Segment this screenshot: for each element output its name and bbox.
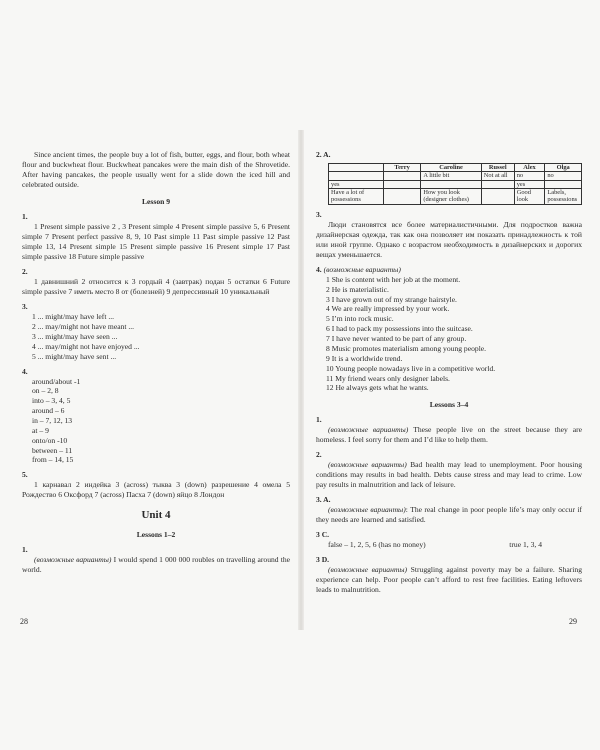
table-header-cell <box>329 164 384 172</box>
left-page <box>22 150 290 630</box>
right-page <box>316 150 582 630</box>
list-item: 11 My friend wears only designer labels. <box>326 373 450 383</box>
ex1-number: 1. <box>22 212 28 222</box>
list-item: 10 Young people nowadays live in a competitive world. <box>326 363 496 373</box>
table-cell: no <box>514 172 545 180</box>
ex4-list <box>22 377 290 466</box>
answers-table <box>328 163 582 205</box>
l2-number: 2. <box>316 450 322 460</box>
table-cell <box>383 172 420 180</box>
list-item: between – 11 <box>32 445 73 455</box>
variants-tag: (возможные варианты) <box>34 554 112 564</box>
table-header-row <box>329 164 582 172</box>
variants-tag: (возможные варианты) <box>323 264 401 274</box>
list-item: in – 7, 12, 13 <box>32 415 73 425</box>
variants-tag: (возможные варианты) <box>328 425 409 435</box>
table-cell: A little bit <box>421 172 481 180</box>
u1-text: I would spend 1 000 000 roubles on travelling around the world. <box>22 554 290 574</box>
list-item: 2 ... may/might not have meant ... <box>32 322 135 332</box>
lesson-9-heading: Lesson 9 <box>141 197 171 207</box>
ex3-text-right: Люди становятся все более материалистичными. Для подростков важна дизайнерская одежда, так как она позволяет им показать принадлежность к той или иной группе. Однако с возрастом необходимость в дизайнерских и дорогих вещах уменьшается. <box>316 219 582 259</box>
book-gutter <box>298 130 304 630</box>
table-cell <box>421 180 481 188</box>
lessons-1-2-heading: Lessons 1–2 <box>136 529 176 539</box>
ex2-text: 1 давнишний 2 относится к 3 гордый 4 (завтрак) подан 5 остатки 6 Future simple passive 7 иметь место 8 от (болезней) 9 депрессивный 10 уникальный <box>22 277 290 297</box>
u1-number: 1. <box>22 544 28 554</box>
ex5-text: 1 карнавал 2 индейка 3 (across) тыква 3 (down) разрешение 4 омела 5 Рождество 6 Оксфорд 7 (across) Пасха 7 (down) яйцо 8 Лондон <box>22 480 290 500</box>
variants-tag: (возможные варианты) <box>328 505 406 515</box>
table-cell <box>481 189 514 205</box>
table-cell <box>545 180 582 188</box>
table-cell: no <box>545 172 582 180</box>
table-header-cell: Caroline <box>421 164 481 172</box>
l3c-true: true 1, 3, 4 <box>509 540 542 550</box>
l3a-number: 3. A. <box>316 495 331 505</box>
ex2a-number: 2. A. <box>316 150 331 159</box>
list-item: 1 She is content with her job at the moment. <box>326 274 461 284</box>
l3a-text: : The real change in poor people life’s may only occur if they needs are learned and satisfied. <box>316 505 582 525</box>
l3c-false: false – 1, 2, 5, 6 (has no money) <box>328 540 426 550</box>
u1-answer <box>22 555 290 575</box>
table-row <box>329 172 582 180</box>
table-cell <box>383 189 420 205</box>
list-item: around – 6 <box>32 406 65 416</box>
l3d-text: Struggling against poverty may be a failure. Sharing experience can help. Poor people can’t afford to rest free facilities. Eating leftovers leads to malnutrition. <box>316 565 582 595</box>
table-header-cell: Olga <box>545 164 582 172</box>
table-cell: Good look <box>514 189 545 205</box>
l1-number: 1. <box>316 415 322 425</box>
table-row <box>329 180 582 188</box>
ex4-num-label: 4. <box>316 264 322 274</box>
list-item: into – 3, 4, 5 <box>32 396 71 406</box>
list-item: on – 2, 8 <box>32 386 59 396</box>
list-item: at – 9 <box>32 425 49 435</box>
table-cell: yes <box>514 180 545 188</box>
ex3-number: 3. <box>22 302 28 312</box>
table-cell <box>481 180 514 188</box>
variants-tag: (возможные варианты) <box>328 565 408 575</box>
l2-answer <box>316 460 582 490</box>
table-cell: Have a lot of possessions <box>329 189 384 205</box>
variants-tag: (возможные варианты) <box>328 460 407 470</box>
lessons-3-4-heading: Lessons 3–4 <box>429 400 469 410</box>
table-cell <box>383 180 420 188</box>
list-item: 5 ... might/may have sent ... <box>32 351 117 361</box>
ex5-number: 5. <box>22 470 28 480</box>
list-item: 4 We are really impressed by your work. <box>326 304 450 314</box>
list-item: 6 I had to pack my possessions into the suitcase. <box>326 324 473 334</box>
page-number-left: 28 <box>20 617 28 626</box>
l2-text: Bad health may lead to unemployment. Poor housing conditions may results in bad health. Debts cause stress and may lead to crime. Low pay results in malnutrition and lack of leisure. <box>316 460 583 490</box>
list-item: 2 He is materialistic. <box>326 284 389 294</box>
list-item: 8 Music promotes materialism among young people. <box>326 343 487 353</box>
list-item: from – 14, 15 <box>32 455 74 465</box>
ex4-number: 4. <box>22 366 28 376</box>
list-item: 1 ... might/may have left ... <box>32 312 115 322</box>
table-header-cell: Terry <box>383 164 420 172</box>
l3d-number: 3 D. <box>316 555 330 565</box>
unit-4-heading: Unit 4 <box>141 509 171 522</box>
table-cell: Labels, possessions <box>545 189 582 205</box>
list-item: 4 ... may/might not have enjoyed ... <box>32 341 140 351</box>
list-item: onto/on -10 <box>32 435 68 445</box>
l1-answer <box>316 425 582 445</box>
table-cell: How you look (designer clothes) <box>421 189 481 205</box>
list-item: 9 It is a worldwide trend. <box>326 353 403 363</box>
ex3-number-right: 3. <box>316 209 322 219</box>
l3c-answer <box>316 540 582 550</box>
table-row <box>329 189 582 205</box>
list-item: 3 I have grown out of my strange hairstyle. <box>326 294 457 304</box>
ex1-text: 1 Present simple passive 2 , 3 Present simple 4 Present simple passive 5, 6 Present simple 7 Present perfect passive 8, 9, 10 Past simple 11 Past simple passive 12 Past simple 13, 14 Present simple 15 Present simple passive 16 Present simple 17 Past simple passive 18 Future simple passive <box>22 222 290 262</box>
page-number-right: 29 <box>569 617 577 626</box>
table-header-cell: Alex <box>514 164 545 172</box>
list-item: 7 I have never wanted to be part of any group. <box>326 334 467 344</box>
intro-paragraph: Since ancient times, the people buy a lot of fish, butter, eggs, and flour, both wheat flour and buckwheat flour. Buckwheat pancakes were the main dish of the Shrovetide. After having pancakes, the people usually went for a slide down the iced hill and celebrated outside. <box>22 150 290 190</box>
ex3-list <box>22 312 290 361</box>
ex4-list-right <box>316 275 582 393</box>
l3c-number: 3 C. <box>316 530 330 540</box>
l1-text: These people live on the street because they are homeless. I feel sorry for them and I’d like to help them. <box>316 425 582 445</box>
table-cell: yes <box>329 180 384 188</box>
list-item: around/about -1 <box>32 376 81 386</box>
ex4-number-right <box>316 265 582 275</box>
table-header-cell: Russel <box>481 164 514 172</box>
l3a-answer <box>316 505 582 525</box>
list-item: 3 ... might/may have seen ... <box>32 331 118 341</box>
list-item: 5 I’m into rock music. <box>326 314 394 324</box>
ex2-number: 2. <box>22 267 28 277</box>
table-cell <box>329 172 384 180</box>
l3d-answer <box>316 565 582 595</box>
table-cell: Not at all <box>481 172 514 180</box>
list-item: 12 He always gets what he wants. <box>326 383 429 393</box>
